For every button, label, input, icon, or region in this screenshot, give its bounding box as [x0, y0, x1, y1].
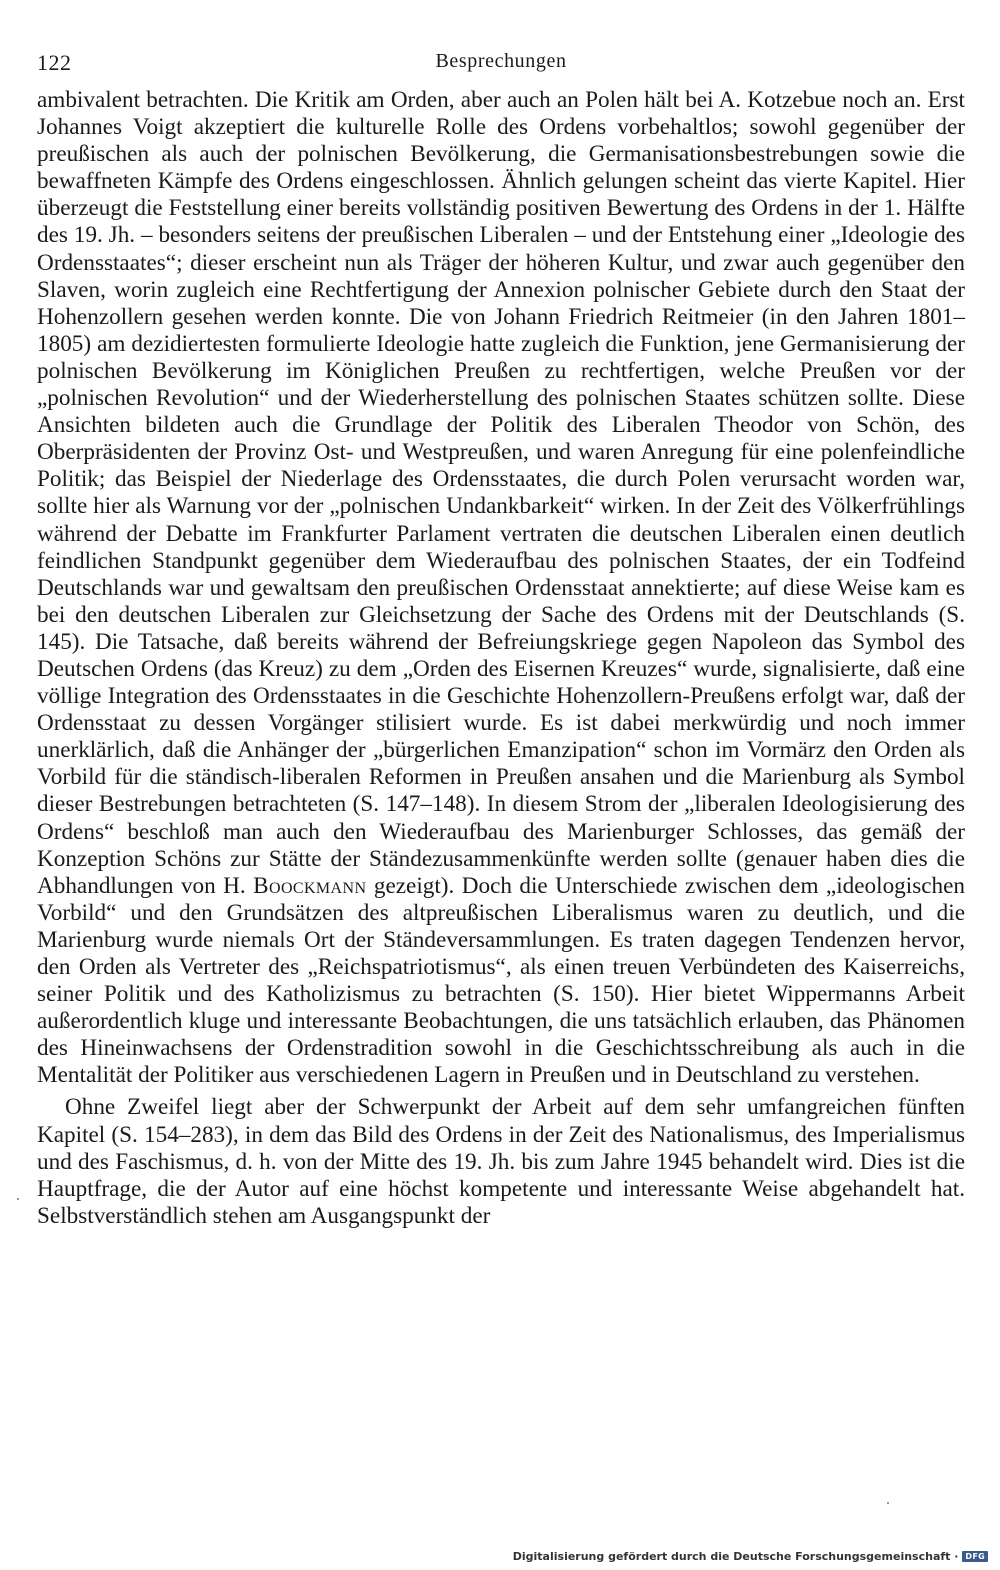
page-header: [37, 50, 965, 84]
author-name-smallcaps: Boockmann: [253, 872, 367, 899]
digitization-footer: [513, 1550, 988, 1563]
paragraph-1-continued: gezeigt). Doch die Unterschiede zwischen dem „ideologischen Vorbild“ und den Grundsätzen des altpreußischen Liberalismus waren zu deutlich, und die Marienburg wurde niemals Ort der Ständeversammlungen. Es traten dagegen Tendenzen hervor, den Orden als Vertreter des „Reichspatriotismus“, als einen treuen Verbündeten des Kaiserreichs, seiner Politik und des Katholizismus zu betrachten (S. 150). Hier bietet Wippermanns Arbeit außerordentlich kluge und interessante Beobachtungen, die uns tatsächlich erlauben, das Phänomen des Hineinwachsens der Ordenstradition sowohl in die Geschichtsschreibung als auch in die Mentalität der Politiker aus verschiedenen Lagern in Preußen und in Deutschland zu verstehen.: [37, 872, 965, 1089]
scan-speck: [17, 1198, 19, 1200]
paragraph-2: Ohne Zweifel liegt aber der Schwerpunkt der Arbeit auf dem sehr umfangreichen fünften Kapitel (S. 154–283), in dem das Bild des Ordens in der Zeit des Nationalismus, des Imperialismus und des Faschismus, d. h. von der Mitte des 19. Jh. bis zum Jahre 1945 behandelt wird. Dies ist die Hauptfrage, die der Autor auf eine höchst kompetente und interessante Weise abgehandelt hat. Selbstverständlich stehen am Ausgangspunkt der: [37, 1094, 965, 1229]
scan-speck: [887, 1502, 889, 1504]
dfg-logo-icon: DFG: [962, 1551, 988, 1562]
page-number: 122: [37, 50, 72, 75]
footer-credit: Digitalisierung gefördert durch die Deutsche Forschungsgemeinschaft ·: [512, 1550, 959, 1563]
paragraph-1-text: ambivalent betrachten. Die Kritik am Orden, aber auch an Polen hält bei A. Kotzebue noch an. Erst Johannes Voigt akzeptiert die kulturelle Rolle des Ordens vorbehaltlos; sowohl gegenüber der preußischen als auch der polnischen Bevölkerung, die Germanisationsbestrebungen sowie die bewaffneten Kämpfe des Ordens eingeschlossen. Ähnlich gelungen scheint das vierte Kapitel. Hier überzeugt die Feststellung einer bereits vollständig positiven Bewertung des Ordens in der 1. Hälfte des 19. Jh. – besonders seitens der preußischen Liberalen – und der Entstehung einer „Ideologie des Ordensstaates“; dieser erscheint nun als Träger der höheren Kultur, und zwar auch gegenüber den Slaven, worin zugleich eine Rechtfertigung der Annexion polnischer Gebiete durch den Staat der Hohenzollern gesehen werden konnte. Die von Johann Friedrich Reitmeier (in den Jahren 1801–1805) am dezidiertesten formulierte Ideologie hatte zugleich die Funktion, jene Germanisierung der polnischen Bevölkerung im Königlichen Preußen zu rechtfertigen, welche Preußen vor der „polnischen Revolution“ und der Wiederherstellung des polnischen Staates schützen sollte. Diese Ansichten bildeten auch die Grundlage der Politik des Liberalen Theodor von Schön, des Oberpräsidenten der Provinz Ost- und Westpreußen, und waren Anregung für eine polenfeindliche Politik; das Beispiel der Niederlage des Ordensstaates, die durch Polen verursacht worden war, sollte hier als Warnung vor der „polnischen Undankbarkeit“ wirken. In der Zeit des Völkerfrühlings während der Debatte im Frankfurter Parlament vertraten die deutschen Liberalen einen deutlich feindlichen Standpunkt gegenüber dem Wiederaufbau des polnischen Staates, der ein Todfeind Deutschlands war und gewaltsam den preußischen Ordensstaat annektierte; auf diese Weise kam es bei den deutschen Liberalen zur Gleichsetzung der Sache des Ordens mit der Deutschlands (S. 145). Die Tatsache, daß bereits während der Befreiungskriege gegen Napoleon das Symbol des Deutschen Ordens (das Kreuz) zu dem „Orden des Eisernen Kreuzes“ wurde, signalisierte, daß eine völlige Integration des Ordensstaates in die Geschichte Hohenzollern-Preußens erfolgt war, daß der Ordensstaat zu dessen Vorgänger stilisiert wurde. Es ist dabei merkwürdig und noch immer unerklärlich, daß die Anhänger der „bürgerlichen Emanzipation“ schon im Vormärz den Orden als Vorbild für die ständisch-liberalen Reformen in Preußen ansahen und die Marienburg als Symbol dieser Bestrebungen betrachteten (S. 147–148). In diesem Strom der „liberalen Ideologisierung des Ordens“ beschloß man auch den Wiederaufbau des Marienburger Schlosses, das gemäß der Konzeption Schöns zur Stätte der Ständezusammenkünfte werden sollte (genauer haben dies die Abhandlungen von H.: [37, 87, 965, 899]
review-body: [37, 87, 965, 1230]
paragraph-1: [37, 87, 965, 1089]
running-head: Besprechungen: [435, 50, 567, 72]
